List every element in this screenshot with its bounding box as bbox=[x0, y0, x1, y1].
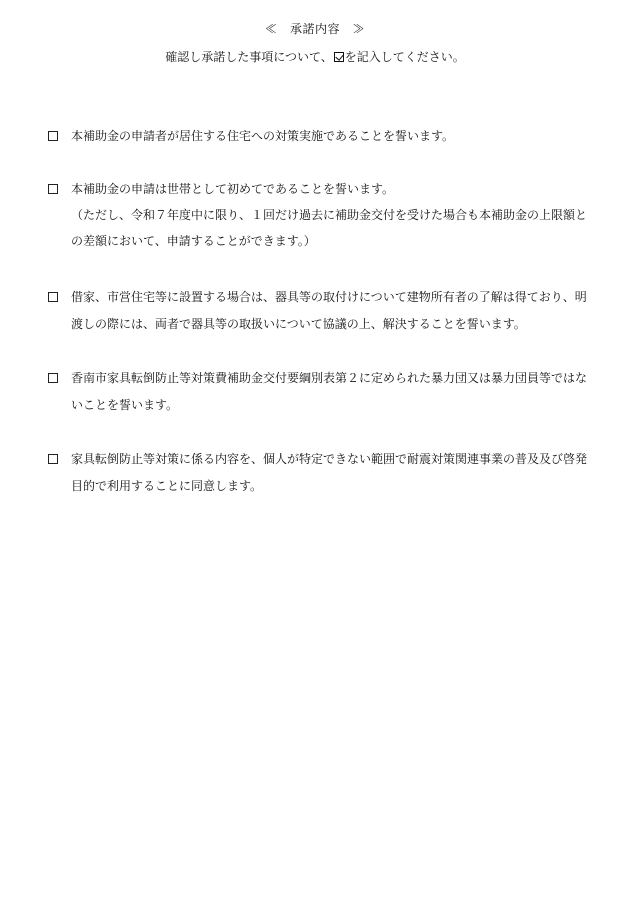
consent-item-3-line-1: 借家、市営住宅等に設置する場合は、器具等の取付けについて建物所有者の了解は得ており、明 bbox=[71, 290, 587, 304]
consent-item-4-line-2: いことを誓います。 bbox=[71, 398, 179, 412]
consent-item-1-line-1: 本補助金の申請者が居住する住宅への対策実施であることを誓います。 bbox=[71, 129, 455, 143]
consent-checkbox-3[interactable] bbox=[48, 292, 58, 302]
page-title: ≪ 承諾内容 ≫ bbox=[264, 22, 365, 36]
consent-item-5-line-2: 目的で利用することに同意します。 bbox=[71, 479, 263, 493]
checked-box-icon bbox=[334, 52, 344, 62]
consent-item-4-line-1: 香南市家具転倒防止等対策費補助金交付要綱別表第２に定められた暴力団又は暴力団員等ではな bbox=[71, 371, 588, 385]
instruction-text-after: を記入してください。 bbox=[344, 50, 465, 64]
consent-item-2-line-1: 本補助金の申請は世帯として初めてであることを誓います。 bbox=[71, 182, 395, 196]
consent-checkbox-4[interactable] bbox=[48, 373, 58, 383]
instruction-text bbox=[0, 48, 630, 65]
consent-item-5-line-1: 家具転倒防止等対策に係る内容を、個人が特定できない範囲で耐震対策関連事業の普及及び啓発 bbox=[71, 452, 588, 466]
instruction-text-before: 確認し承諾した事項について、 bbox=[165, 50, 333, 64]
consent-checkbox-5[interactable] bbox=[48, 454, 58, 464]
consent-item-3-line-2: 渡しの際には、両者で器具等の取扱いについて協議の上、解決することを誓います。 bbox=[71, 317, 526, 331]
consent-checkbox-1[interactable] bbox=[48, 131, 58, 141]
consent-item-2-line-3: の差額において、申請することができます。） bbox=[71, 234, 316, 248]
consent-item-2-line-2: （ただし、令和７年度中に限り、１回だけ過去に補助金交付を受けた場合も本補助金の上限額と bbox=[71, 208, 588, 222]
consent-checkbox-2[interactable] bbox=[48, 184, 58, 194]
